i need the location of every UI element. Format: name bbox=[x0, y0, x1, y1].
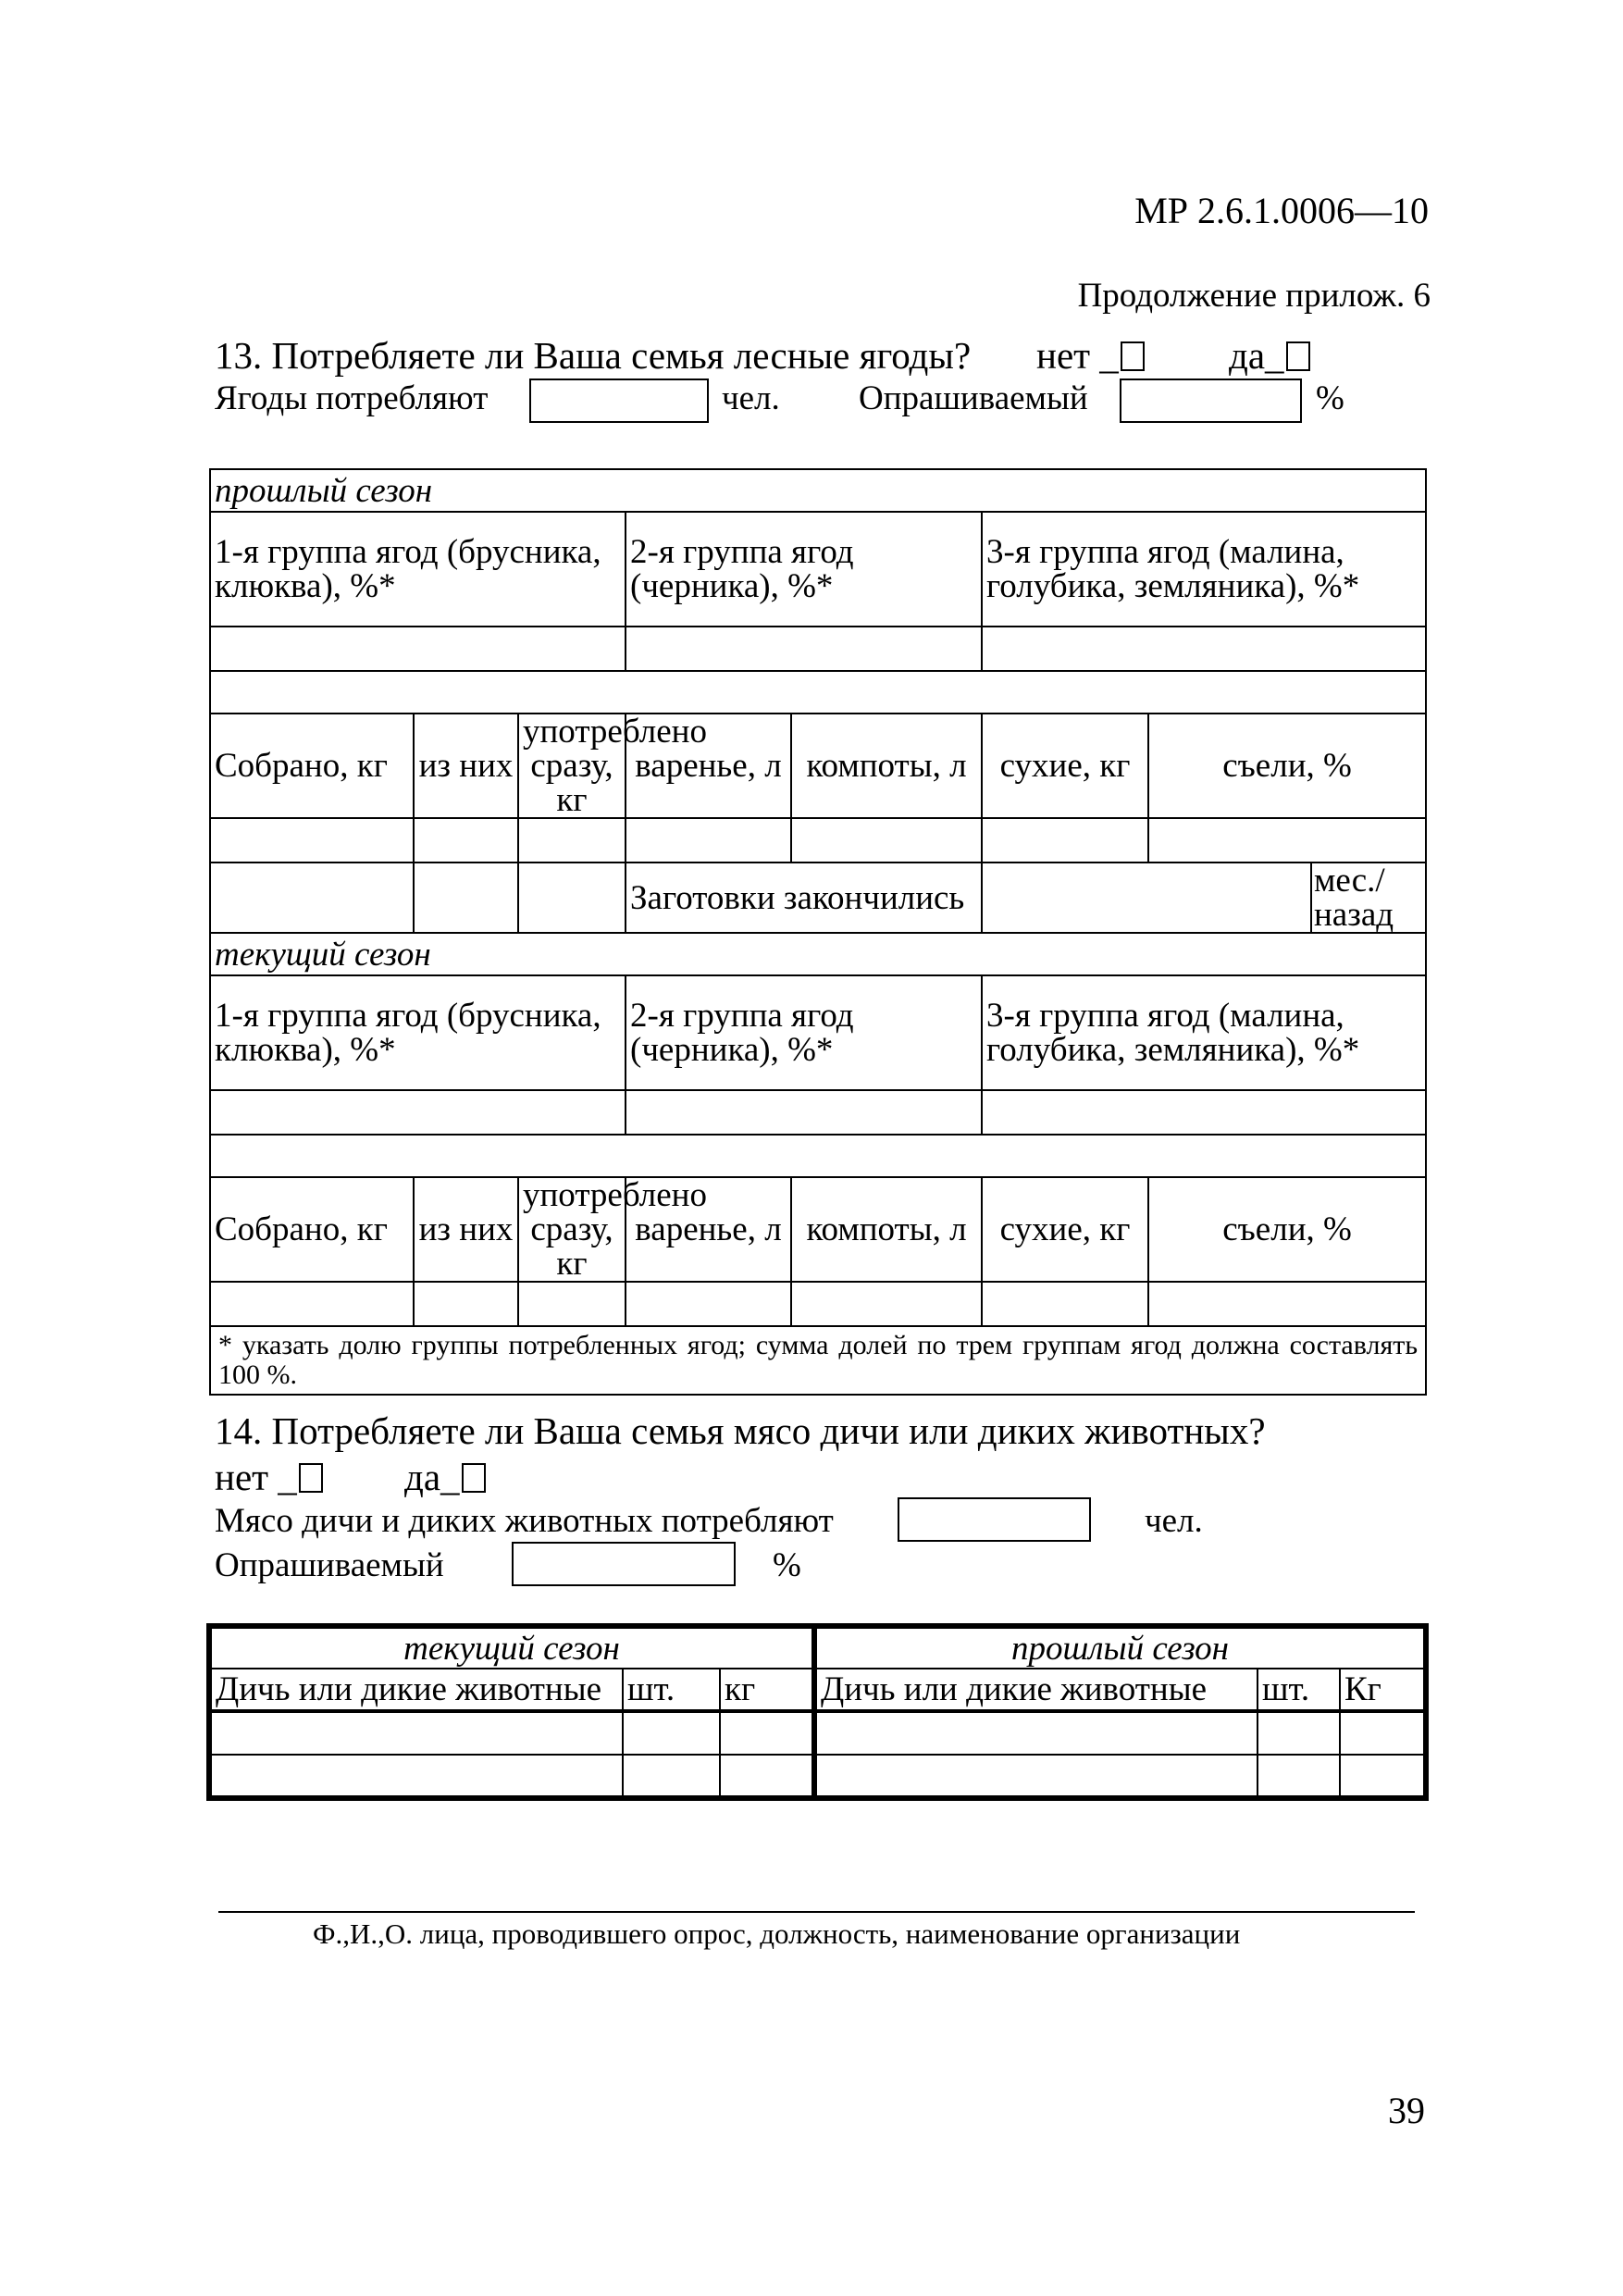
current-group3-value[interactable] bbox=[982, 1090, 1426, 1135]
stock-finished-label: Заготовки закончились bbox=[626, 863, 982, 933]
past-stock-cell-3[interactable] bbox=[518, 863, 626, 933]
current-spacer-row bbox=[210, 1135, 1426, 1177]
q14-yes-label: да_ bbox=[404, 1456, 460, 1498]
q14-past-row1-pcs[interactable] bbox=[1258, 1711, 1340, 1755]
q14-no-checkbox[interactable] bbox=[299, 1463, 323, 1493]
past-col-dried: сухие, кг bbox=[982, 714, 1148, 818]
document-code: МР 2.6.1.0006—10 bbox=[1134, 190, 1429, 231]
current-col-dried: сухие, кг bbox=[982, 1177, 1148, 1282]
past-group1-header: 1-я группа ягод (брусника, клюква), %* bbox=[210, 512, 626, 627]
past-cell-of-them[interactable] bbox=[414, 818, 518, 863]
q14-current-row1-pcs[interactable] bbox=[623, 1711, 720, 1755]
q14-past-row2-kg[interactable] bbox=[1340, 1755, 1426, 1798]
q14-past-row1-game[interactable] bbox=[814, 1711, 1258, 1755]
current-col-eaten: съели, % bbox=[1148, 1177, 1426, 1282]
q13-no-checkbox[interactable] bbox=[1121, 341, 1145, 371]
q13-no-label: нет _ bbox=[1036, 334, 1119, 377]
current-cell-compotes[interactable] bbox=[791, 1282, 982, 1326]
signature-line[interactable] bbox=[218, 1911, 1415, 1913]
current-cell-consumed[interactable] bbox=[518, 1282, 626, 1326]
q14-current-col-game: Дичь или дикие животные bbox=[209, 1669, 623, 1711]
past-group3-header: 3-я группа ягод (малина, голубика, земляника), %* bbox=[982, 512, 1426, 627]
q13-title: 13. Потребляете ли Ваша семья лесные ягоды? bbox=[215, 334, 972, 377]
q13-yes-label: да_ bbox=[1229, 334, 1284, 377]
current-cell-eaten[interactable] bbox=[1148, 1282, 1426, 1326]
q14-current-season-heading: текущий сезон bbox=[209, 1626, 814, 1669]
q14-past-row2-game[interactable] bbox=[814, 1755, 1258, 1798]
current-group2-value[interactable] bbox=[626, 1090, 982, 1135]
q14-persons-input[interactable] bbox=[898, 1497, 1091, 1542]
stock-finished-months-input[interactable] bbox=[982, 863, 1311, 933]
q14-yes-checkbox[interactable] bbox=[462, 1463, 486, 1493]
current-col-compotes: компоты, л bbox=[791, 1177, 982, 1282]
q14-no-label: нет _ bbox=[215, 1456, 297, 1498]
q13-no-option bbox=[1036, 333, 1145, 378]
past-stock-cell-1[interactable] bbox=[210, 863, 414, 933]
q14-current-row1-kg[interactable] bbox=[720, 1711, 814, 1755]
past-col-compotes: компоты, л bbox=[791, 714, 982, 818]
current-season-heading: текущий сезон bbox=[210, 933, 1426, 975]
q14-respondent-label: Опрашиваемый bbox=[215, 1546, 444, 1584]
q13-percent-input[interactable] bbox=[1120, 379, 1302, 423]
current-col-jam: варенье, л bbox=[626, 1177, 791, 1282]
q14-past-col-kg: Кг bbox=[1340, 1669, 1426, 1711]
q13-percent-unit: % bbox=[1316, 379, 1344, 417]
q13-footnote: * указать долю группы потребленных ягод; сумма долей по трем группам ягод должна составлять 100 %. bbox=[210, 1326, 1426, 1395]
q14-current-row2-game[interactable] bbox=[209, 1755, 623, 1798]
q14-past-col-game: Дичь или дикие животные bbox=[814, 1669, 1258, 1711]
q14-current-row2-kg[interactable] bbox=[720, 1755, 814, 1798]
current-group1-header: 1-я группа ягод (брусника, клюква), %* bbox=[210, 975, 626, 1090]
past-group2-value[interactable] bbox=[626, 627, 982, 671]
past-group1-value[interactable] bbox=[210, 627, 626, 671]
q13-yes-checkbox[interactable] bbox=[1286, 341, 1310, 371]
past-cell-dried[interactable] bbox=[982, 818, 1148, 863]
q14-percent-unit: % bbox=[773, 1546, 801, 1584]
current-cell-dried[interactable] bbox=[982, 1282, 1148, 1326]
q14-past-season-heading: прошлый сезон bbox=[814, 1626, 1426, 1669]
months-ago-label: мес./назад bbox=[1311, 863, 1426, 933]
q13-yes-option bbox=[1229, 333, 1310, 378]
signature-caption: Ф.,И.,О. лица, проводившего опрос, должность, наименование организации bbox=[313, 1917, 1241, 1950]
current-group2-header: 2-я группа ягод (черника), %* bbox=[626, 975, 982, 1090]
past-col-eaten: съели, % bbox=[1148, 714, 1426, 818]
current-col-collected: Собрано, кг bbox=[210, 1177, 414, 1282]
past-group3-value[interactable] bbox=[982, 627, 1426, 671]
past-cell-collected[interactable] bbox=[210, 818, 414, 863]
q14-yes-option bbox=[404, 1455, 486, 1499]
q14-game-table bbox=[206, 1623, 1429, 1801]
past-stock-cell-2[interactable] bbox=[414, 863, 518, 933]
q14-past-col-pcs: шт. bbox=[1258, 1669, 1340, 1711]
past-spacer-row bbox=[210, 671, 1426, 714]
q14-past-row1-kg[interactable] bbox=[1340, 1711, 1426, 1755]
current-cell-collected[interactable] bbox=[210, 1282, 414, 1326]
current-cell-jam[interactable] bbox=[626, 1282, 791, 1326]
current-group1-value[interactable] bbox=[210, 1090, 626, 1135]
q14-title: 14. Потребляете ли Ваша семья мясо дичи или диких животных? bbox=[215, 1409, 1266, 1452]
q14-current-row1-game[interactable] bbox=[209, 1711, 623, 1755]
q14-past-row2-pcs[interactable] bbox=[1258, 1755, 1340, 1798]
current-col-consumed-at-once: употреблено сразу, кг bbox=[518, 1177, 626, 1282]
q13-berries-table bbox=[209, 468, 1427, 1396]
past-cell-compotes[interactable] bbox=[791, 818, 982, 863]
past-col-consumed-at-once: употреблено сразу, кг bbox=[518, 714, 626, 818]
current-group3-header: 3-я группа ягод (малина, голубика, земляника), %* bbox=[982, 975, 1426, 1090]
past-cell-consumed[interactable] bbox=[518, 818, 626, 863]
q13-respondent-label: Опрашиваемый bbox=[859, 379, 1088, 417]
past-group2-header: 2-я группа ягод (черника), %* bbox=[626, 512, 982, 627]
q13-persons-unit: чел. bbox=[722, 379, 780, 417]
past-season-heading: прошлый сезон bbox=[210, 469, 1426, 512]
q14-current-col-kg: кг bbox=[720, 1669, 814, 1711]
q14-current-row2-pcs[interactable] bbox=[623, 1755, 720, 1798]
past-cell-jam[interactable] bbox=[626, 818, 791, 863]
past-cell-eaten[interactable] bbox=[1148, 818, 1426, 863]
q14-persons-unit: чел. bbox=[1145, 1502, 1203, 1540]
current-cell-of-them[interactable] bbox=[414, 1282, 518, 1326]
q14-current-col-pcs: шт. bbox=[623, 1669, 720, 1711]
continuation-note: Продолжение прилож. 6 bbox=[1077, 277, 1431, 315]
q14-percent-input[interactable] bbox=[512, 1542, 736, 1586]
q13-persons-input[interactable] bbox=[529, 379, 709, 423]
current-col-of-them: из них bbox=[414, 1177, 518, 1282]
q14-no-option bbox=[215, 1455, 323, 1499]
q13-consume-label: Ягоды потребляют bbox=[215, 379, 489, 417]
past-col-jam: варенье, л bbox=[626, 714, 791, 818]
past-col-of-them: из них bbox=[414, 714, 518, 818]
page-number: 39 bbox=[1388, 2090, 1425, 2131]
q14-consume-label: Мясо дичи и диких животных потребляют bbox=[215, 1502, 834, 1540]
past-col-collected: Собрано, кг bbox=[210, 714, 414, 818]
